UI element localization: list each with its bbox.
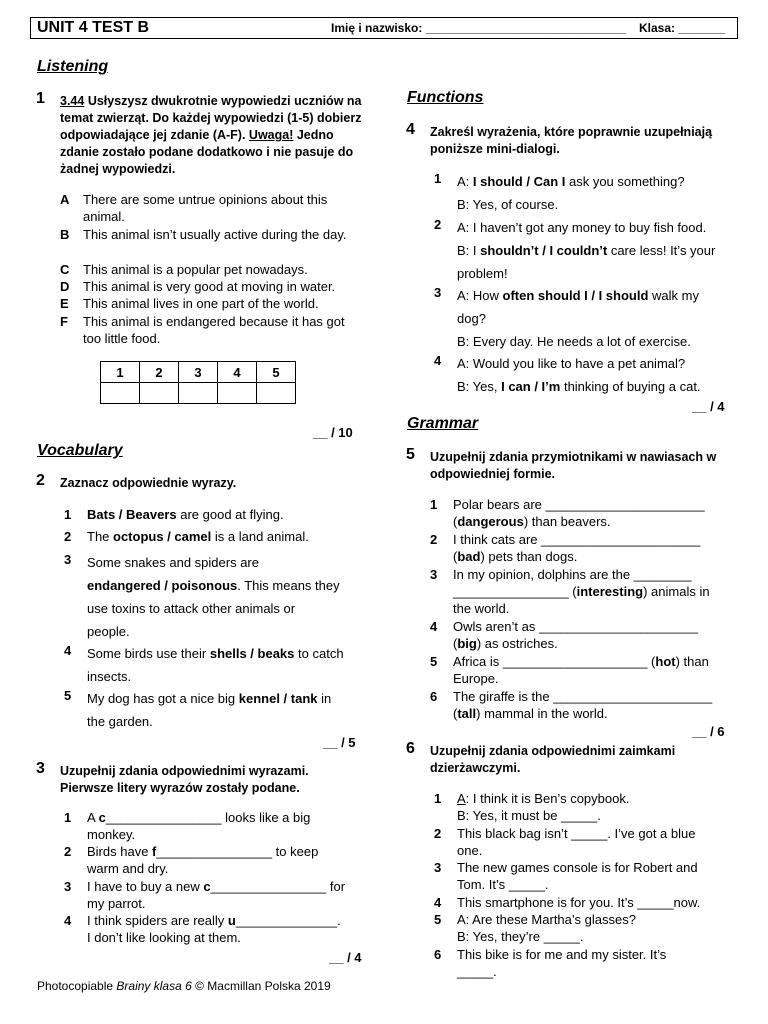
- q2-instruction: Zaznacz odpowiednie wyrazy.: [60, 476, 237, 490]
- instruction-text: Usłyszysz dwukrotnie wypowiedzi uczniów na temat zwierząt. Do każdej wypowiedzi (1-5) dobierz odpowiadające jej zdanie (A-F).: [60, 94, 362, 142]
- section-vocabulary: Vocabulary: [37, 442, 123, 459]
- answer-cell[interactable]: [179, 383, 218, 404]
- answer-header-cell: 5: [257, 362, 296, 383]
- score-listening: __ / 10: [313, 425, 353, 440]
- option-text: This animal isn’t usually active during the day.: [83, 227, 347, 242]
- q4-instruction: Zakreśl wyrażenia, które poprawnie uzupełniają poniższe mini-dialogi.: [430, 125, 713, 156]
- unit-title: UNIT 4 TEST B: [37, 19, 150, 36]
- score-q2: __ / 5: [323, 735, 356, 750]
- item-number: 5: [430, 654, 438, 669]
- section-functions: Functions: [407, 89, 484, 106]
- item-number: 6: [430, 689, 438, 704]
- q5-item: The giraffe is the ______________________ (tall) mammal in the world.: [453, 689, 713, 721]
- listening-instruction: [60, 93, 370, 178]
- option-letter: E: [60, 296, 69, 311]
- question-number-4: 4: [406, 121, 415, 138]
- option-letter: B: [60, 227, 70, 242]
- instruction-end: Jedno zdanie zostało podane dodatkowo i nie pasuje do żadnej wypowiedzi.: [60, 128, 354, 176]
- q2-item: Some birds use their shells / beaks to catch insects.: [87, 646, 344, 684]
- answer-header-cell: 2: [140, 362, 179, 383]
- option-text: This animal lives in one part of the world.: [83, 296, 319, 311]
- answer-header-cell: 1: [101, 362, 140, 383]
- item-number: 3: [434, 285, 442, 300]
- q2-item: Some snakes and spiders are endangered / poisonous. This means they use toxins to attack other animals or people.: [87, 555, 340, 639]
- q5-item: Africa is ____________________ (hot) than Europe.: [453, 654, 709, 686]
- item-number: 2: [64, 844, 72, 859]
- q2-item: Bats / Beavers are good at flying.: [87, 507, 284, 522]
- dialogue: A: I should / Can I ask you something? B: Yes, of course.: [457, 174, 685, 212]
- item-number: 3: [434, 860, 442, 875]
- option-text: This animal is endangered because it has got too little food.: [83, 314, 345, 346]
- q3-instruction: Uzupełnij zdania odpowiednimi wyrazami. Pierwsze litery wyrazów zostały podane.: [60, 764, 309, 795]
- q3-item: I think spiders are really u______________. I don’t like looking at them.: [87, 913, 341, 945]
- q5-item: In my opinion, dolphins are the ________ ________________ (interesting) animals in the world.: [453, 567, 710, 616]
- q6-item: This smartphone is for you. It’s _____now.: [457, 895, 701, 910]
- option-letter: C: [60, 262, 70, 277]
- dialogue: A: Would you like to have a pet animal? B: Yes, I can / I’m thinking of buying a cat.: [457, 356, 701, 394]
- item-number: 3: [64, 552, 72, 567]
- q6-instruction: Uzupełnij zdania odpowiednimi zaimkami dzierżawczymi.: [430, 744, 676, 775]
- item-number: 2: [434, 217, 442, 232]
- item-number: 2: [434, 826, 442, 841]
- q6-item: The new games console is for Robert and Tom. It’s _____.: [457, 860, 698, 892]
- q5-item: Owls aren’t as ______________________ (big) as ostriches.: [453, 619, 699, 651]
- name-field-label: Imię i nazwisko: ______________________________: [331, 21, 626, 35]
- item-number: 2: [64, 529, 72, 544]
- answer-cell[interactable]: [140, 383, 179, 404]
- score-q4: __ / 4: [692, 399, 725, 414]
- item-number: 4: [434, 895, 442, 910]
- item-number: 1: [64, 507, 72, 522]
- q5-instruction: Uzupełnij zdania przymiotnikami w nawiasach w odpowiedniej formie.: [430, 450, 717, 481]
- q3-item: I have to buy a new c________________ for my parrot.: [87, 879, 346, 911]
- option-letter: D: [60, 279, 70, 294]
- item-number: 6: [434, 947, 442, 962]
- q6-item: A: Are these Martha’s glasses? B: Yes, they’re _____.: [457, 912, 636, 944]
- score-q5: __ / 6: [692, 724, 725, 739]
- item-number: 5: [64, 688, 72, 703]
- answer-table: [100, 361, 296, 404]
- item-number: 3: [64, 879, 72, 894]
- score-q3: __ / 4: [329, 950, 362, 965]
- question-number-5: 5: [406, 446, 415, 463]
- q5-item: I think cats are ______________________ (bad) pets than dogs.: [453, 532, 701, 564]
- q2-item: The octopus / camel is a land animal.: [87, 529, 309, 544]
- item-number: 1: [434, 171, 442, 186]
- dialogue: A: How often should I / I should walk my dog? B: Every day. He needs a lot of exercise.: [457, 288, 699, 349]
- item-number: 4: [64, 643, 72, 658]
- q2-item: My dog has got a nice big kennel / tank in the garden.: [87, 691, 332, 729]
- option-text: This animal is very good at moving in water.: [83, 279, 336, 294]
- item-number: 1: [64, 810, 72, 825]
- footer-copyright: Photocopiable Brainy klasa 6 © Macmillan Polska 2019: [37, 979, 331, 993]
- answer-header-cell: 3: [179, 362, 218, 383]
- answer-header-cell: 4: [218, 362, 257, 383]
- item-number: 2: [430, 532, 438, 547]
- answer-cell[interactable]: [101, 383, 140, 404]
- q5-item: Polar bears are ______________________ (dangerous) than beavers.: [453, 497, 705, 529]
- section-grammar: Grammar: [407, 415, 479, 432]
- question-number-1: 1: [36, 90, 45, 107]
- item-number: 5: [434, 912, 442, 927]
- item-number: 4: [434, 353, 442, 368]
- q6-item: This bike is for me and my sister. It’s _____.: [457, 947, 667, 979]
- track-number: 3.44: [60, 94, 85, 108]
- answer-cell[interactable]: [257, 383, 296, 404]
- question-number-3: 3: [36, 760, 45, 777]
- uwaga-label: Uwaga!: [248, 128, 294, 142]
- item-number: 4: [430, 619, 438, 634]
- item-number: 4: [64, 913, 72, 928]
- option-letter: A: [60, 192, 70, 207]
- item-number: 3: [430, 567, 438, 582]
- class-field-label: Klasa: _______: [639, 21, 726, 35]
- option-text: There are some untrue opinions about this animal.: [83, 192, 328, 224]
- answer-cell[interactable]: [218, 383, 257, 404]
- q6-item: A: I think it is Ben’s copybook. B: Yes, it must be _____.: [457, 791, 630, 823]
- section-listening: Listening: [37, 58, 109, 75]
- q3-item: A c________________ looks like a big monkey.: [87, 810, 311, 842]
- question-number-6: 6: [406, 740, 415, 757]
- option-letter: F: [60, 314, 68, 329]
- dialogue: A: I haven’t got any money to buy fish food. B: I shouldn’t / I couldn’t care less! It’s your problem!: [457, 220, 716, 281]
- question-number-2: 2: [36, 472, 45, 489]
- header-box: [30, 17, 738, 39]
- q6-item: This black bag isn’t _____. I’ve got a blue one.: [457, 826, 696, 858]
- option-text: This animal is a popular pet nowadays.: [83, 262, 308, 277]
- item-number: 1: [434, 791, 442, 806]
- q3-item: Birds have f________________ to keep warm and dry.: [87, 844, 319, 876]
- item-number: 1: [430, 497, 438, 512]
